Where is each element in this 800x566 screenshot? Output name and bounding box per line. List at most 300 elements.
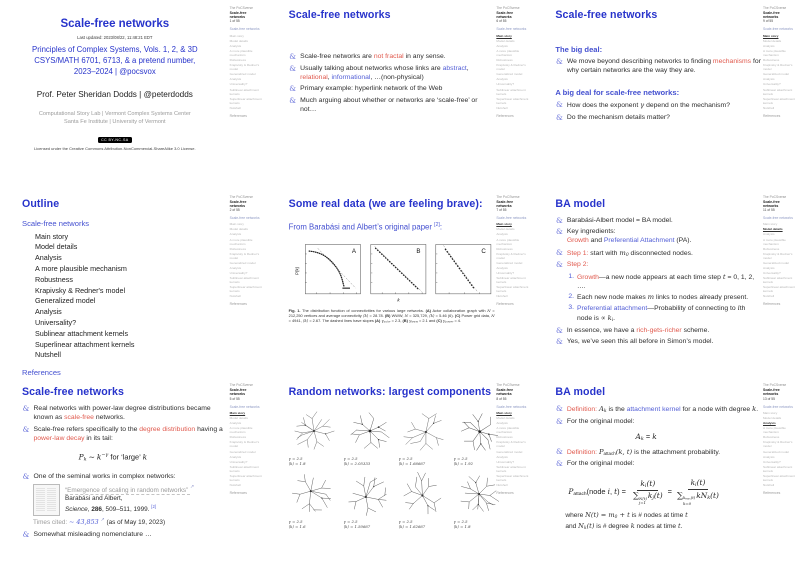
sidebar-nav-item[interactable]: Analysis xyxy=(762,454,775,459)
sidebar-nav-item[interactable]: Main story xyxy=(762,222,778,227)
page-number: 9 of 55 xyxy=(762,19,774,24)
bullet-text xyxy=(300,85,494,94)
bullet-item xyxy=(22,405,228,423)
formula-where-clause xyxy=(565,511,761,531)
sidebar-nav-item[interactable]: Krapivsky & Redner's model xyxy=(229,251,260,260)
text-span: nodes at time xyxy=(634,522,678,530)
text-span: : xyxy=(439,222,443,232)
sidebar-nav-item[interactable]: Analysis xyxy=(229,421,242,426)
sidebar-nav-item[interactable]: Generalized model xyxy=(496,260,523,265)
sidebar-nav-item[interactable]: Sublinear attachment kernels xyxy=(496,276,526,285)
slide-title: BA model xyxy=(555,197,606,210)
outline-section-link[interactable]: Scale-free networks xyxy=(22,218,90,228)
sidebar-nav-item[interactable]: Robustness xyxy=(229,246,246,251)
text-span: max xyxy=(685,498,691,502)
text-span: is the attachment probability. xyxy=(632,448,721,456)
sidebar-nav-item[interactable]: Sublinear attachment kernels xyxy=(229,276,259,285)
sidebar-nav-item[interactable]: Nutshell xyxy=(762,294,775,299)
sidebar-nav-item[interactable]: Universality? xyxy=(229,82,248,87)
text-span: k xyxy=(142,452,148,462)
sidebar-nav-item[interactable]: Universality? xyxy=(762,271,781,276)
text-span: power-law decay xyxy=(33,434,85,442)
sidebar-references-link[interactable]: References xyxy=(496,302,514,307)
sidebar-nav-item[interactable]: A more plausible mechanism xyxy=(762,426,786,435)
outline-item[interactable]: Superlinear attachment kernels xyxy=(35,339,135,349)
sidebar-nav-item[interactable]: Analysis xyxy=(496,43,508,48)
sidebar-section-link[interactable]: Scale-free networks xyxy=(229,216,260,221)
sidebar-nav-item[interactable]: Generalized model xyxy=(496,449,523,454)
sidebar-nav-item[interactable]: A more plausible mechanism xyxy=(496,237,520,246)
text-span: = 2.3, xyxy=(390,318,403,324)
subitem-text xyxy=(577,293,748,303)
outline-item[interactable]: Model details xyxy=(35,242,78,252)
sidebar-nav-item[interactable]: Sublinear attachment kernels xyxy=(229,87,259,96)
sidebar-nav-item[interactable]: Analysis xyxy=(496,421,508,426)
outline-item[interactable]: Robustness xyxy=(35,274,73,284)
text-span: Much arguing about whether or networks are ‘scale-free’ or not… xyxy=(300,96,478,113)
sidebar-nav-item[interactable]: Analysis xyxy=(762,265,775,270)
text-span: 0 xyxy=(625,252,629,258)
text-span: For the original model: xyxy=(566,460,635,468)
text-span: For the original model: xyxy=(566,417,635,425)
sidebar-references-link[interactable]: References xyxy=(496,113,514,118)
sidebar-deck-title: networks xyxy=(762,15,779,20)
sidebar-nav-item[interactable]: Robustness xyxy=(496,435,513,440)
bullet-item xyxy=(555,327,761,336)
slide-sidebar xyxy=(496,0,533,189)
sidebar-deck-title: Scale-free xyxy=(496,388,514,393)
slide-sidebar xyxy=(763,377,800,566)
bullet-text xyxy=(567,418,761,427)
sidebar-nav-item[interactable]: Nutshell xyxy=(496,105,508,110)
loglog-panel-b xyxy=(367,239,430,305)
fraction-denominator xyxy=(630,491,666,506)
text-span: N(t) xyxy=(639,496,647,502)
text-span: Fig. 1. xyxy=(288,307,301,313)
sidebar-nav-item[interactable]: Generalized model xyxy=(496,72,523,77)
loglog-panel-c xyxy=(432,239,495,305)
sidebar-nav-item[interactable]: Main story xyxy=(496,410,512,415)
flourish-bullet-icon: & xyxy=(555,337,563,347)
sidebar-nav-item[interactable]: Robustness xyxy=(762,435,780,440)
text-span: In essence, we have a xyxy=(566,326,637,334)
sidebar-references-link[interactable]: References xyxy=(229,491,247,496)
sum-limits xyxy=(639,497,647,506)
text-span: (C) xyxy=(454,312,461,318)
text-span: (t) xyxy=(586,521,595,530)
slide-title: Random networks: largest components xyxy=(288,386,492,399)
course-line: CSYS/MATH 6701, 6713, & a pretend number, xyxy=(34,55,196,65)
sidebar-nav-item[interactable]: Sublinear attachment kernels xyxy=(762,87,793,96)
sidebar-nav-item[interactable]: Model details xyxy=(496,227,515,232)
text-span: rich-gets-richer xyxy=(636,326,682,334)
sidebar-nav-item[interactable]: Nutshell xyxy=(496,294,508,299)
text-span: Step 1: xyxy=(566,249,589,257)
sidebar-nav-item[interactable]: Superlinear attachment kernels xyxy=(762,96,795,105)
sidebar-references-link[interactable]: References xyxy=(762,491,781,496)
times-cited-link[interactable] xyxy=(33,517,228,528)
bullet-item xyxy=(555,101,761,111)
sidebar-nav-item[interactable]: Main story xyxy=(496,33,512,38)
sidebar-deck-title: Scale-free xyxy=(229,199,247,204)
slide-title: Scale-free networks xyxy=(288,9,391,21)
sidebar-nav-item[interactable]: Analysis xyxy=(496,232,508,237)
fraction-numerator xyxy=(688,478,709,490)
sidebar-nav-item[interactable]: Analysis xyxy=(762,43,775,48)
sidebar-nav-item[interactable]: Superlinear attachment kernels xyxy=(496,285,529,294)
text-span: k xyxy=(583,525,587,531)
flourish-bullet-icon: & xyxy=(555,459,563,469)
sidebar-section-link[interactable]: Scale-free networks xyxy=(496,216,527,221)
sidebar-nav-item[interactable]: A more plausible mechanism xyxy=(229,48,253,57)
figure-source-link[interactable] xyxy=(289,222,495,233)
sidebar-nav-item[interactable]: Model details xyxy=(762,38,782,43)
sidebar-section-link[interactable]: Scale-free networks xyxy=(229,404,260,409)
sidebar-nav-item[interactable]: Superlinear attachment kernels xyxy=(229,96,262,105)
sidebar-references-link[interactable]: References xyxy=(496,491,514,496)
sidebar-section-link[interactable]: Scale-free networks xyxy=(762,404,793,409)
text-span: th node is xyxy=(577,305,746,323)
sidebar-nav-item[interactable]: Analysis xyxy=(762,77,775,82)
flourish-bullet-icon: & xyxy=(555,56,563,66)
where-line xyxy=(565,522,761,532)
sidebar-nav-item[interactable]: Robustness xyxy=(496,57,513,62)
sidebar-nav-item[interactable]: Superlinear attachment kernels xyxy=(496,473,529,482)
sidebar-nav-item[interactable]: Generalized model xyxy=(229,72,256,77)
slide-random-networks xyxy=(267,377,534,566)
sidebar-deck-title: networks xyxy=(229,392,246,397)
bullet-item xyxy=(555,228,761,246)
text-span: ∼ xyxy=(86,452,97,462)
slide-title: Scale-free networks xyxy=(22,386,124,399)
mean-degree-label: ⟨k⟩ = 1.92 xyxy=(453,461,473,467)
text-span: N xyxy=(404,312,409,318)
text-span: Preferential Attachment xyxy=(603,237,675,245)
text-span: , 509–511, 1999. xyxy=(101,506,152,514)
text-span: Actor collaboration graph with xyxy=(430,307,488,313)
slide-title: BA model xyxy=(555,386,606,399)
sidebar-nav-item[interactable]: Main story xyxy=(496,222,512,227)
sidebar-section-link[interactable]: Scale-free networks xyxy=(496,404,527,409)
sidebar-nav-item[interactable]: Krapivsky & Redner's model xyxy=(762,63,793,72)
text-span: . xyxy=(613,315,616,323)
text-span: Primary example: hyperlink network of the Web xyxy=(300,85,443,93)
sidebar-nav-item[interactable]: Nutshell xyxy=(762,105,775,110)
text-span: k xyxy=(752,405,757,414)
sidebar-references-link[interactable]: References xyxy=(229,113,247,118)
outline-item[interactable]: Sublinear attachment kernels xyxy=(35,328,129,338)
text-span: = 28.78. xyxy=(368,312,385,318)
sidebar-section-link[interactable]: Scale-free networks xyxy=(496,27,527,32)
affiliation-line: Computational Story Lab | Vermont Complex Systems Center xyxy=(38,110,191,117)
course-line[interactable]: 2023–2024 | @pocsvox xyxy=(73,66,156,76)
sidebar-nav-item[interactable]: Robustness xyxy=(762,57,780,62)
gamma-label: γ = 2.5 xyxy=(288,518,303,524)
text-span: k xyxy=(96,452,102,462)
sidebar-nav-item[interactable]: Robustness xyxy=(229,57,246,62)
sidebar-nav-item[interactable]: Analysis xyxy=(762,421,776,426)
outline-item[interactable]: Main story xyxy=(35,231,69,241)
sidebar-section-link[interactable]: Scale-free networks xyxy=(762,216,793,221)
sidebar-nav-item[interactable]: Nutshell xyxy=(229,105,241,110)
network-graph-image xyxy=(344,468,394,520)
sidebar-nav-item[interactable]: Universality? xyxy=(229,271,248,276)
text-span: depend on the mechanism? xyxy=(644,101,730,109)
sidebar-nav-item[interactable]: Robustness xyxy=(762,246,780,251)
page-number: 6 of 55 xyxy=(496,19,507,24)
slide-ba-definitions xyxy=(533,377,800,566)
sidebar-nav-item[interactable]: Analysis xyxy=(229,232,242,237)
cc-license-badge[interactable]: CC BY-NC-SA xyxy=(98,137,131,143)
text-span: k xyxy=(640,436,644,443)
sidebar-references-link[interactable]: References xyxy=(762,113,781,118)
mean-degree-label: ⟨k⟩ = 1.6 xyxy=(288,523,306,529)
network-graph-image xyxy=(289,468,339,520)
sidebar-references-link[interactable]: References xyxy=(762,302,781,307)
bullet-text xyxy=(34,473,228,482)
text-span: −γ xyxy=(101,451,109,458)
sidebar-nav-item[interactable]: Superlinear attachment kernels xyxy=(762,473,795,482)
bullet-item xyxy=(289,65,495,83)
bullet-item xyxy=(555,261,761,270)
text-span: From Barabási and Albert’s original paper xyxy=(288,222,435,232)
text-span: 0 xyxy=(614,515,618,521)
affiliation-line: Santa Fe Institute | University of Vermont xyxy=(64,118,166,125)
sidebar-nav-item[interactable]: Analysis xyxy=(496,265,508,270)
svg-text:C: C xyxy=(481,247,486,255)
sidebar-deck-title: networks xyxy=(229,15,246,20)
sidebar-nav-item[interactable]: Nutshell xyxy=(496,483,508,488)
slide-title: Scale-free networks xyxy=(555,9,658,21)
text-span: (t) xyxy=(696,478,706,488)
sidebar-nav-item[interactable]: Nutshell xyxy=(229,294,241,299)
paper-authors: Barabási and Albert, xyxy=(65,495,123,503)
sidebar-nav-item[interactable]: Analysis xyxy=(496,454,508,459)
slide-sidebar xyxy=(230,377,267,566)
text-span: and xyxy=(565,522,579,530)
outline-item[interactable]: Nutshell xyxy=(35,350,61,360)
bullet-item xyxy=(22,426,228,444)
bullet-item xyxy=(22,473,228,482)
network-graph-image xyxy=(399,405,449,457)
sidebar-nav-item[interactable]: A more plausible mechanism xyxy=(229,426,253,435)
text-span: ⟨k⟩ xyxy=(429,312,435,318)
network-graph-image xyxy=(289,405,339,457)
sidebar-nav-item[interactable]: Robustness xyxy=(229,435,246,440)
pocsverse-brand: The PoCSverse xyxy=(762,6,787,10)
citation-block xyxy=(33,484,228,516)
sidebar-nav-item[interactable]: Model details xyxy=(229,227,248,232)
text-span: Power grid data, xyxy=(460,312,492,318)
text-span: Definition: xyxy=(566,406,598,414)
license-text: Licensed under the Creative Commons Attribution-NonCommercial-ShareAlike 3.0 License. xyxy=(34,145,196,151)
text-span: ⟨k⟩ xyxy=(362,312,369,318)
sidebar-nav-item[interactable]: Analysis xyxy=(229,43,242,48)
text-span: start with xyxy=(588,249,620,257)
text-span: . xyxy=(680,522,683,530)
outline-item[interactable]: Krapivsky & Redner's model xyxy=(35,285,126,295)
sidebar-nav-item[interactable]: Model details xyxy=(496,38,515,43)
paper-thumbnail-image[interactable] xyxy=(33,484,60,516)
sidebar-nav-item[interactable]: Analysis xyxy=(229,77,242,82)
where-line xyxy=(565,511,761,521)
sidebar-nav-item[interactable]: A more plausible mechanism xyxy=(229,237,253,246)
text-span: Growth xyxy=(577,273,599,281)
text-span: Scale-free refers specifically to the xyxy=(33,425,140,433)
text-span: t xyxy=(685,511,688,520)
flourish-bullet-icon: & xyxy=(555,227,563,237)
sidebar-nav-item[interactable]: Model details xyxy=(762,227,783,232)
sidebar-nav-item[interactable]: Main story xyxy=(762,410,778,415)
sidebar-nav-item[interactable]: Krapivsky & Redner's model xyxy=(496,251,526,260)
bullet-text xyxy=(34,426,228,444)
sidebar-nav-item[interactable]: Generalized model xyxy=(229,449,256,454)
item-number: 1. xyxy=(568,272,574,280)
sidebar-nav-item[interactable]: Universality? xyxy=(229,459,248,464)
text-span: γ xyxy=(640,100,645,109)
text-span: N xyxy=(578,521,584,530)
sidebar-nav-item[interactable]: Model details xyxy=(229,415,248,420)
outline-item[interactable]: A more plausible mechanism xyxy=(35,264,127,274)
sidebar-nav-item[interactable]: A more plausible mechanism xyxy=(496,48,520,57)
text-span: i xyxy=(695,482,697,489)
sidebar-nav-item[interactable]: Sublinear attachment kernels xyxy=(496,87,526,96)
sidebar-nav-item[interactable]: Superlinear attachment kernels xyxy=(496,96,529,105)
sidebar-nav-item[interactable]: Analysis xyxy=(229,454,242,459)
outline-item[interactable]: Universality? xyxy=(35,318,77,328)
bullet-item xyxy=(289,85,495,94)
pocsverse-brand: The PoCSverse xyxy=(496,194,520,199)
sidebar-section-link[interactable]: Scale-free networks xyxy=(762,27,793,32)
sidebar-nav-item[interactable]: Model details xyxy=(762,415,782,420)
sidebar-nav-item[interactable]: Sublinear attachment kernels xyxy=(229,464,259,473)
sidebar-deck-title: Scale-free xyxy=(762,388,780,393)
flourish-bullet-icon: & xyxy=(555,404,563,414)
sidebar-deck-title: networks xyxy=(496,15,512,20)
sidebar-nav-item[interactable]: Analysis xyxy=(496,77,508,82)
slide-seminal-work xyxy=(0,377,267,566)
bullet-item xyxy=(555,114,761,123)
outline-item[interactable]: Analysis xyxy=(35,253,62,263)
sidebar-nav-item[interactable]: Sublinear attachment kernels xyxy=(762,276,793,285)
text-span: ∼ 43,853 xyxy=(69,518,99,527)
sidebar-nav-item[interactable]: Universality? xyxy=(496,82,515,87)
text-span: (t) xyxy=(653,491,663,501)
sidebar-nav-item[interactable]: Generalized model xyxy=(762,72,789,77)
sidebar-nav-item[interactable]: Universality? xyxy=(496,271,515,276)
pocsverse-brand: The PoCSverse xyxy=(762,383,787,388)
sidebar-deck-title: networks xyxy=(229,203,246,208)
sidebar-nav-item[interactable]: Nutshell xyxy=(762,483,775,488)
text-span: N xyxy=(487,307,491,313)
sidebar-nav-item[interactable]: Sublinear attachment kernels xyxy=(496,464,526,473)
sidebar-nav-item[interactable]: Krapivsky & Redner's model xyxy=(496,440,526,449)
sidebar-section-link[interactable]: Scale-free networks xyxy=(229,27,260,32)
sidebar-nav-item[interactable]: A more plausible mechanism xyxy=(762,48,786,57)
text-span: N(t) = m xyxy=(585,511,615,520)
sidebar-nav-item[interactable]: Analysis xyxy=(229,265,242,270)
sidebar-nav-item[interactable]: Main story xyxy=(229,222,244,227)
text-span: networks. xyxy=(93,414,125,422)
sidebar-nav-item[interactable]: Generalized model xyxy=(762,260,789,265)
slide-ba-model xyxy=(533,189,800,378)
author: Prof. Peter Sheridan Dodds | @peterdodds xyxy=(36,89,193,99)
sidebar-nav-item[interactable]: Generalized model xyxy=(762,449,789,454)
flourish-bullet-icon: & xyxy=(555,215,563,225)
sidebar-nav-item[interactable]: Superlinear attachment kernels xyxy=(762,285,795,294)
attachment-kernel-equation xyxy=(555,432,737,443)
outline-item[interactable]: Generalized model xyxy=(35,296,96,306)
text-span: links to nodes already present. xyxy=(654,294,749,302)
sidebar-nav-item[interactable]: A more plausible mechanism xyxy=(762,237,786,246)
sidebar-nav-item[interactable]: Universality? xyxy=(762,459,781,464)
sidebar-references-link[interactable]: References xyxy=(229,302,247,307)
sidebar-nav-item[interactable]: Analysis xyxy=(762,232,775,237)
sidebar-nav-item[interactable]: Generalized model xyxy=(229,260,256,265)
slide-sidebar xyxy=(230,189,267,378)
sidebar-nav-item[interactable]: Superlinear attachment kernels xyxy=(229,285,262,294)
bullet-text xyxy=(567,228,761,246)
sidebar-nav-item[interactable]: Robustness xyxy=(496,246,513,251)
sidebar-nav-item[interactable]: Universality? xyxy=(496,459,515,464)
text-span: Times cited: xyxy=(33,519,69,527)
outline-item[interactable]: Analysis xyxy=(35,307,62,317)
sidebar-nav-item[interactable]: Krapivsky & Redner's model xyxy=(496,63,526,72)
text-span: Each new node makes xyxy=(577,294,648,302)
text-span: = xyxy=(643,431,653,441)
sidebar-nav-item[interactable]: Main story xyxy=(229,410,246,415)
figure-caption xyxy=(289,308,495,325)
text-span: “Emergence of scaling in random networks” xyxy=(65,486,191,494)
sidebar-nav-item[interactable]: Model details xyxy=(496,415,515,420)
numbered-subitem xyxy=(568,293,761,303)
bullet-text xyxy=(567,249,761,259)
sidebar-nav-item[interactable]: Nutshell xyxy=(229,483,241,488)
bullet-text xyxy=(567,327,761,336)
outline-references-link[interactable]: References xyxy=(22,368,61,378)
sidebar-nav-item[interactable]: Superlinear attachment kernels xyxy=(229,473,262,482)
text-span: is the xyxy=(606,406,627,414)
sidebar-nav-item[interactable]: Main story xyxy=(229,33,244,38)
sidebar-nav-item[interactable]: Krapivsky & Redner's model xyxy=(229,63,260,72)
sidebar-nav-item[interactable]: A more plausible mechanism xyxy=(496,426,520,435)
text-span: is # nodes at time xyxy=(629,512,686,520)
text-span: Scale-free networks are xyxy=(300,52,374,60)
sidebar-nav-item[interactable]: Sublinear attachment kernels xyxy=(762,464,793,473)
text-span: kN xyxy=(696,490,708,500)
text-span: is # degree xyxy=(594,522,631,530)
text-span: A xyxy=(635,431,641,441)
svg-text:A: A xyxy=(351,247,356,255)
gamma-label: γ = 2.5 xyxy=(288,456,303,462)
paper-title-link[interactable] xyxy=(65,484,194,495)
sidebar-nav-item[interactable]: Universality? xyxy=(762,82,781,87)
text-span: attachment kernel xyxy=(626,406,681,414)
slide-sidebar xyxy=(496,377,533,566)
flourish-bullet-icon: & xyxy=(289,63,297,73)
flourish-bullet-icon: & xyxy=(555,112,563,122)
slide-outline xyxy=(0,189,267,378)
sidebar-deck-title: Scale-free xyxy=(229,10,247,15)
sidebar-nav-item[interactable]: Krapivsky & Redner's model xyxy=(229,440,260,449)
slide-sidebar xyxy=(763,189,800,378)
sidebar-nav-item[interactable]: Krapivsky & Redner's model xyxy=(762,251,793,260)
text-span: attach xyxy=(573,492,587,498)
sidebar-nav-item[interactable]: Model details xyxy=(229,38,248,43)
sidebar-nav-item[interactable]: Krapivsky & Redner's model xyxy=(762,440,793,449)
sidebar-nav-item[interactable]: Main story xyxy=(762,33,779,38)
sidebar-deck-title: Scale-free xyxy=(496,10,514,15)
